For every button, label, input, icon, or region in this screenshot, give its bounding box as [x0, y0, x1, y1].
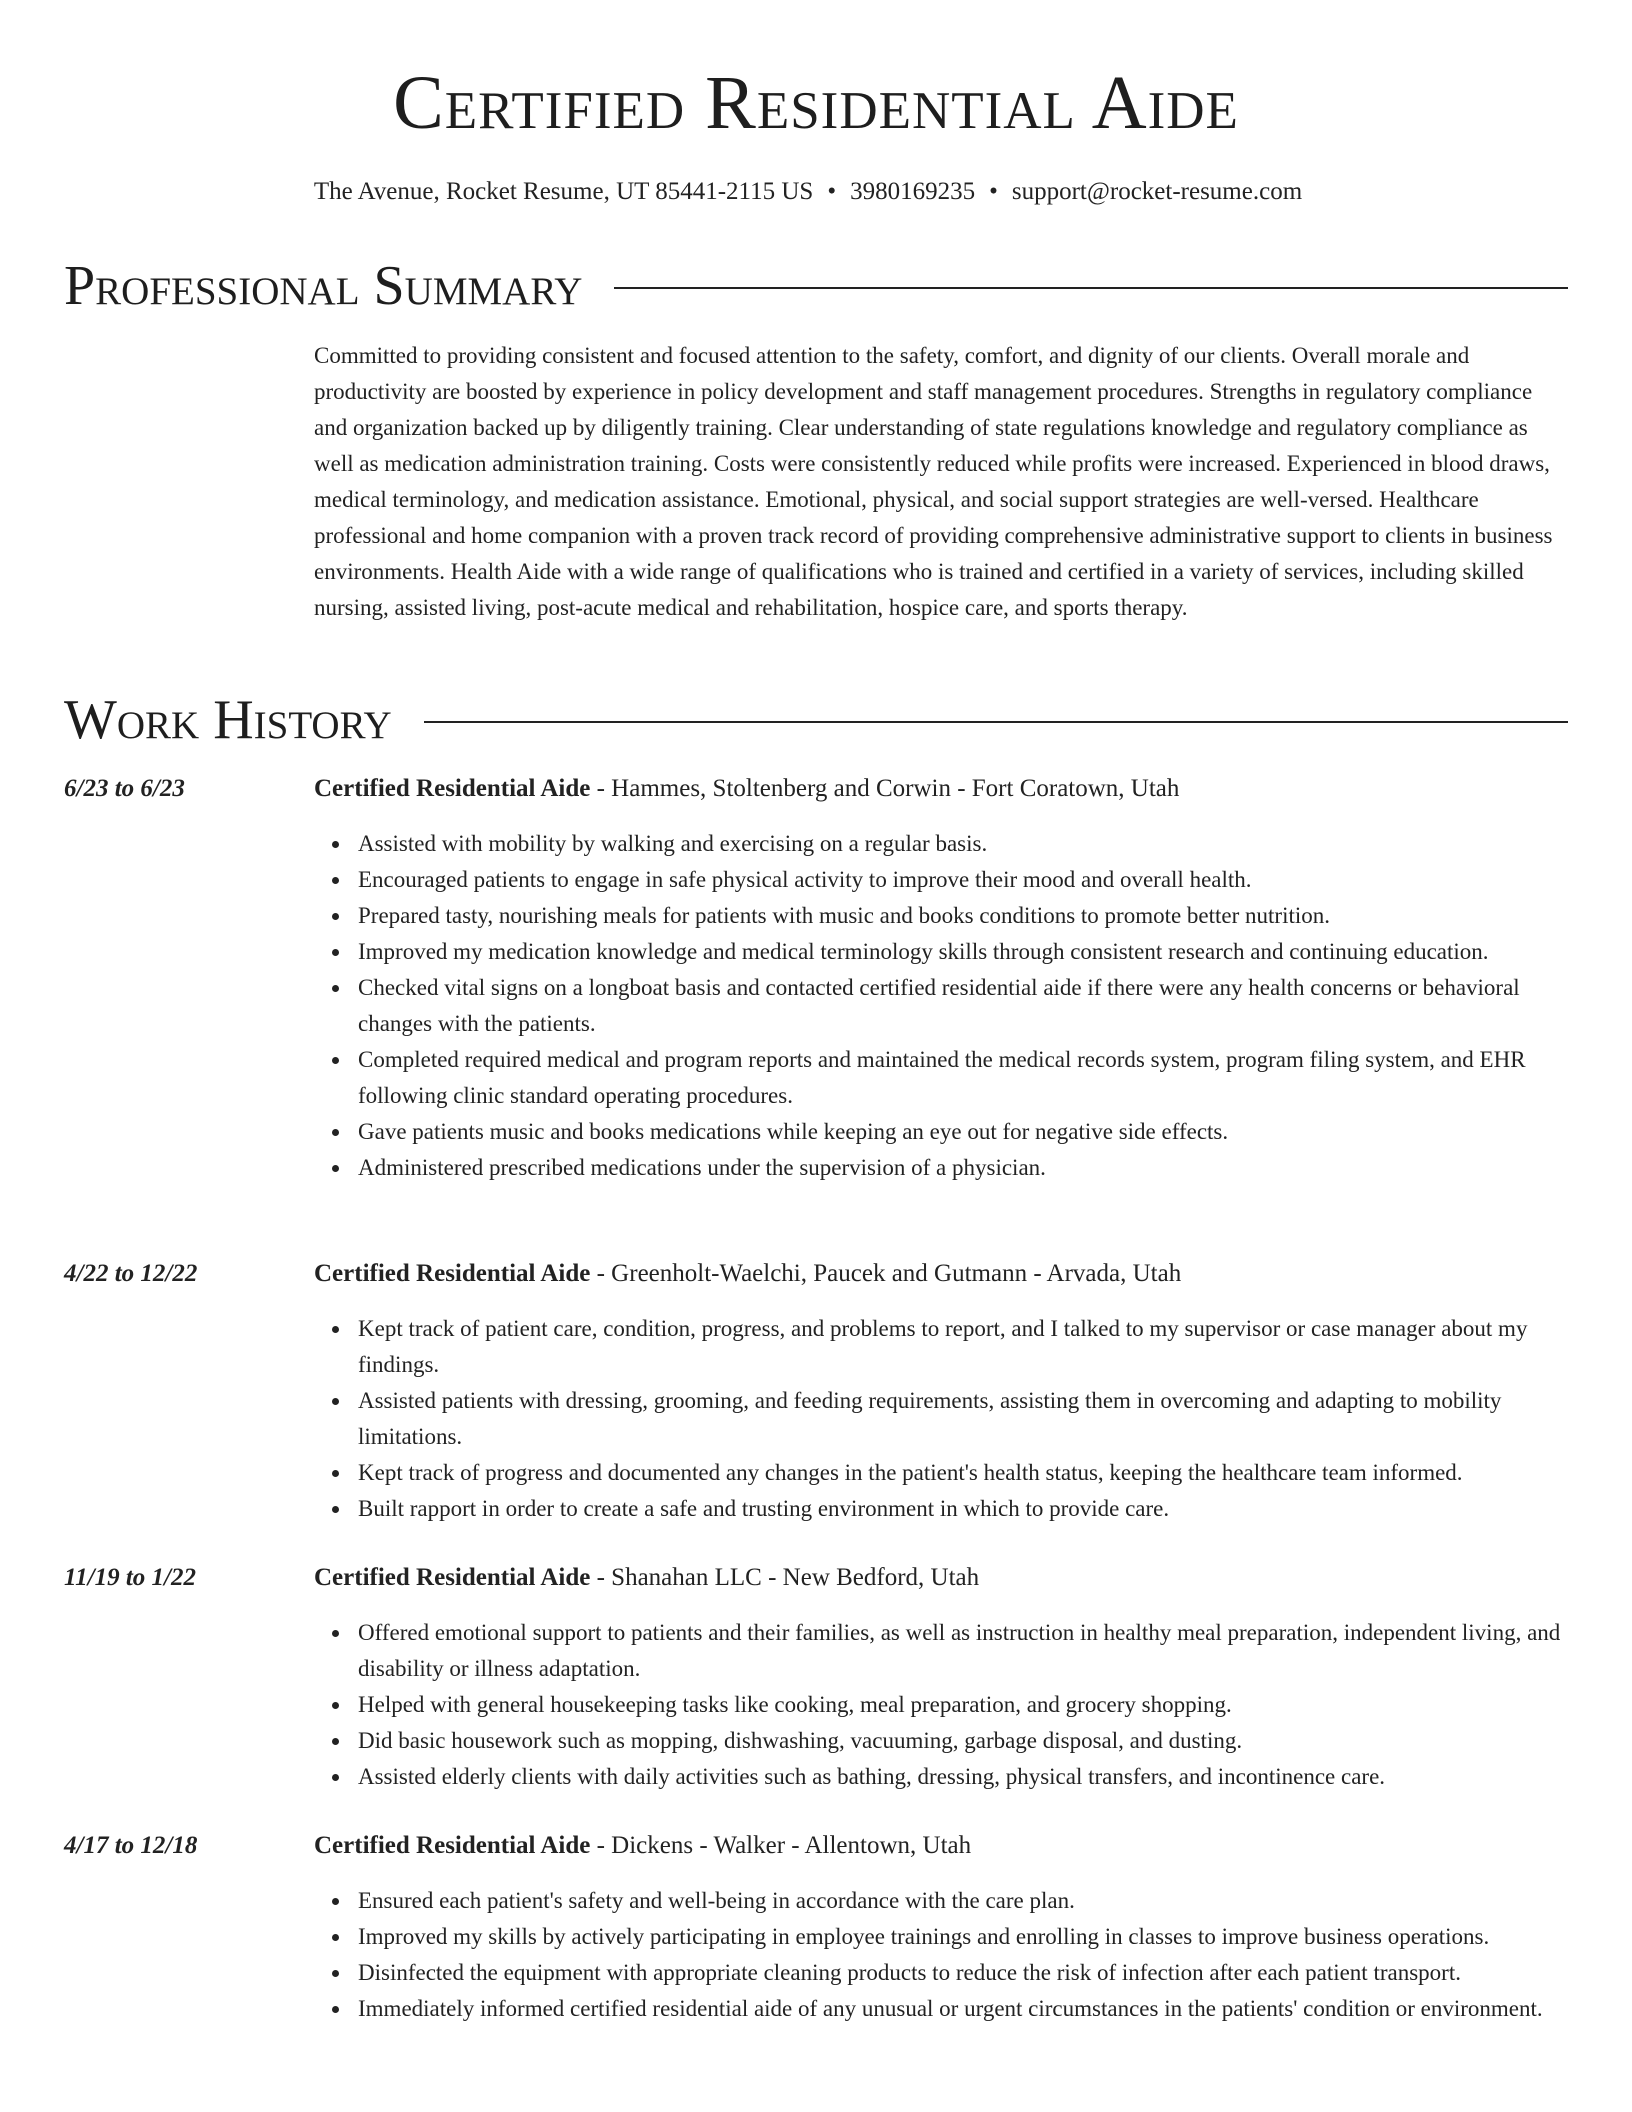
job-role: Certified Residential Aide: [314, 775, 591, 802]
job-bullet-list: [358, 1883, 1578, 2027]
job-bullet-list: [358, 826, 1578, 1186]
job-bullet: Did basic housework such as mopping, dishwashing, vacuuming, garbage disposal, and dusting.: [358, 1723, 1578, 1759]
contact-address: The Avenue, Rocket Resume, UT 85441-2115 US: [313, 178, 814, 205]
job-role: Certified Residential Aide: [314, 1564, 591, 1591]
job-bullet-list: [358, 1311, 1578, 1527]
contact-separator: •: [827, 178, 837, 205]
job-dates: 6/23 to 6/23: [64, 775, 185, 802]
job-bullet: Offered emotional support to patients and their families, as well as instruction in healthy meal preparation, independent living, and disability or illness adaptation.: [358, 1615, 1578, 1687]
resume-name-title: Certified Residential Aide: [393, 61, 1239, 145]
job-dates: 11/19 to 1/22: [64, 1564, 196, 1591]
contact-phone: 3980169235: [850, 178, 976, 205]
job-bullet: Assisted with mobility by walking and exercising on a regular basis.: [358, 826, 1578, 862]
professional-summary-text: Committed to providing consistent and focused attention to the safety, comfort, and dignity of our clients. Overall morale and productivity are boosted by experience in policy development and staff management procedures. Strengths in regulatory compliance and organization backed up by diligently training. Clear understanding of state regulations knowledge and regulatory compliance as well as medication administration training. Costs were consistently reduced while profits were increased. Experienced in blood draws, medical terminology, and medication assistance. Emotional, physical, and social support strategies are well-versed. Healthcare professional and home companion with a proven track record of providing comprehensive administrative support to clients in business environments. Health Aide with a wide range of qualifications who is trained and certified in a variety of services, including skilled nursing, assisted living, post-acute medical and rehabilitation, hospice care, and sports therapy.: [314, 343, 1553, 620]
job-role: Certified Residential Aide: [314, 1260, 591, 1287]
job-bullet: Helped with general housekeeping tasks like cooking, meal preparation, and grocery shopping.: [358, 1687, 1578, 1723]
job-bullet: Improved my medication knowledge and medical terminology skills through consistent research and continuing education.: [358, 934, 1578, 970]
job-bullet: Assisted patients with dressing, grooming, and feeding requirements, assisting them in overcoming and adapting to mobility limitations.: [358, 1383, 1578, 1455]
section-divider: [424, 721, 1568, 723]
job-bullet-list: [358, 1615, 1578, 1795]
job-bullet: Encouraged patients to engage in safe physical activity to improve their mood and overall health.: [358, 862, 1578, 898]
section-title-work-history: Work History: [64, 689, 392, 751]
job-title-line: [314, 1257, 1181, 1291]
job-title-line: [314, 1561, 979, 1595]
job-role: Certified Residential Aide: [314, 1832, 591, 1859]
job-bullet: Gave patients music and books medications while keeping an eye out for negative side effects.: [358, 1114, 1578, 1150]
job-bullet: Built rapport in order to create a safe and trusting environment in which to provide care.: [358, 1491, 1578, 1527]
job-bullet: Immediately informed certified residential aide of any unusual or urgent circumstances in the patients' condition or environment.: [358, 1991, 1578, 2027]
job-bullet: Improved my skills by actively participating in employee trainings and enrolling in classes to improve business operations.: [358, 1919, 1578, 1955]
job-bullet: Kept track of patient care, condition, progress, and problems to report, and I talked to my supervisor or case manager about my findings.: [358, 1311, 1578, 1383]
job-bullet: Kept track of progress and documented any changes in the patient's health status, keeping the healthcare team informed.: [358, 1455, 1578, 1491]
job-dates: 4/22 to 12/22: [64, 1260, 198, 1287]
section-heading-summary: [64, 254, 1568, 318]
job-bullet: Checked vital signs on a longboat basis and contacted certified residential aide if there were any health concerns or behavioral changes with the patients.: [358, 970, 1578, 1042]
job-employer: - Greenholt-Waelchi, Paucek and Gutmann - Arvada, Utah: [590, 1260, 1182, 1287]
section-divider: [614, 287, 1568, 289]
job-bullet: Ensured each patient's safety and well-being in accordance with the care plan.: [358, 1883, 1578, 1919]
job-title-line: [314, 1829, 971, 1863]
job-bullet: Assisted elderly clients with daily activities such as bathing, dressing, physical transfers, and incontinence care.: [358, 1759, 1578, 1795]
job-employer: - Hammes, Stoltenberg and Corwin - Fort Coratown, Utah: [590, 775, 1180, 802]
job-bullet: Completed required medical and program reports and maintained the medical records system, program filing system, and EHR following clinic standard operating procedures.: [358, 1042, 1578, 1114]
job-employer: - Dickens - Walker - Allentown, Utah: [590, 1832, 972, 1859]
contact-line: [0, 175, 1616, 209]
job-dates: 4/17 to 12/18: [64, 1832, 198, 1859]
job-bullet: Disinfected the equipment with appropriate cleaning products to reduce the risk of infection after each patient transport.: [358, 1955, 1578, 1991]
job-bullet: Prepared tasty, nourishing meals for patients with music and books conditions to promote better nutrition.: [358, 898, 1578, 934]
job-title-line: [314, 772, 1179, 806]
section-title-summary: Professional Summary: [64, 255, 583, 317]
job-bullet: Administered prescribed medications under the supervision of a physician.: [358, 1150, 1578, 1186]
job-employer: - Shanahan LLC - New Bedford, Utah: [590, 1564, 980, 1591]
contact-separator: •: [989, 178, 998, 205]
section-heading-work-history: [64, 688, 1568, 752]
contact-email: support@rocket-resume.com: [1011, 178, 1303, 205]
